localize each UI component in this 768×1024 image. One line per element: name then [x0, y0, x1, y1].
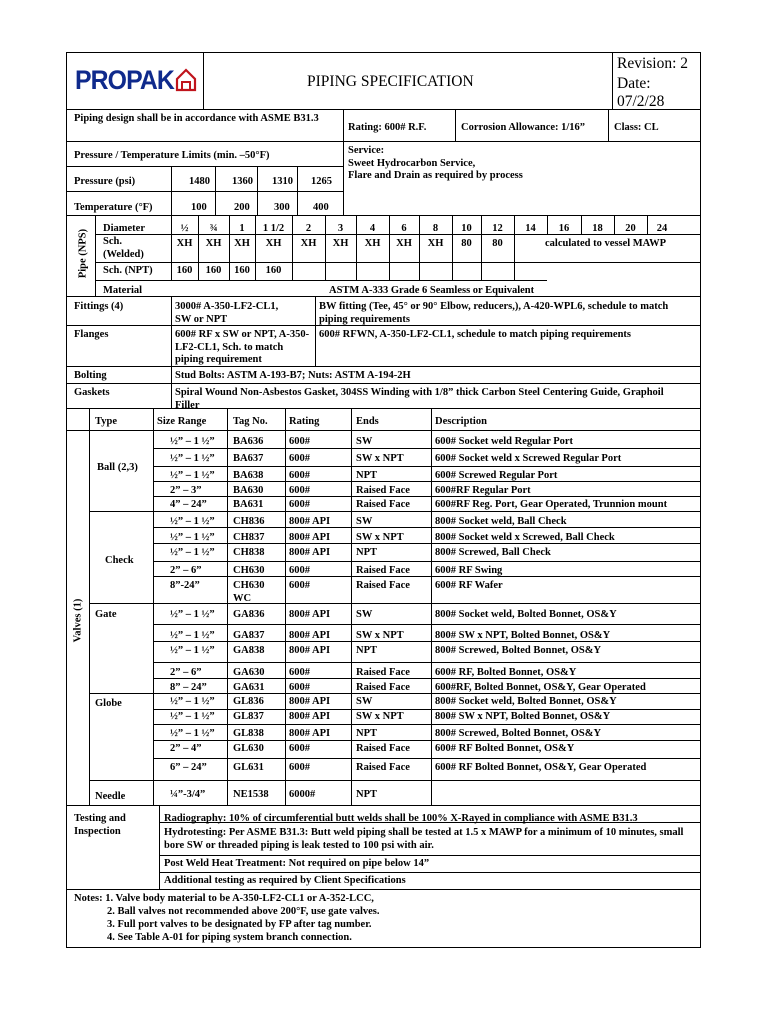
- bolting-label: Bolting: [74, 370, 107, 381]
- sch-npt-cell: 160: [205, 265, 222, 276]
- corrosion-allowance: Corrosion Allowance: 1/16”: [461, 122, 586, 133]
- valve-rating: 800# API: [289, 609, 331, 620]
- diameter-cell: 18: [592, 223, 603, 234]
- grid-line: [325, 215, 326, 280]
- sch-welded-cell: XH: [176, 238, 193, 249]
- valve-tag: BA638: [233, 470, 264, 481]
- valve-type-gate: Gate: [95, 609, 117, 620]
- diameter-cell: 10: [461, 223, 472, 234]
- valve-description: 600# RF Swing: [435, 565, 503, 576]
- grid-line: [89, 408, 90, 805]
- grid-line: [159, 822, 701, 823]
- valve-rating: 600#: [289, 580, 310, 591]
- grid-line: [67, 296, 701, 297]
- grid-line: [153, 693, 701, 694]
- valve-description: 600# RF Wafer: [435, 580, 503, 591]
- valve-size: 2” – 4”: [170, 743, 202, 754]
- valve-rating: 800# API: [289, 516, 331, 527]
- grid-line: [153, 758, 701, 759]
- piping-spec-sheet: [66, 52, 701, 948]
- grid-line: [67, 141, 701, 142]
- grid-line: [356, 215, 357, 280]
- valve-rating: 600#: [289, 667, 310, 678]
- gaskets-label: Gaskets: [74, 387, 110, 398]
- valve-rating: 600#: [289, 682, 310, 693]
- valve-tag: CH630 WC: [233, 580, 265, 604]
- valve-description: 800# Socket weld, Ball Check: [435, 516, 567, 527]
- grid-line: [67, 366, 701, 367]
- grid-line: [198, 215, 199, 280]
- valve-description: 800# SW x NPT, Bolted Bonnet, OS&Y: [435, 630, 611, 641]
- grid-line: [351, 408, 352, 805]
- valve-ends: Raised Face: [356, 580, 410, 591]
- valve-size: ½” – 1 ½”: [170, 630, 215, 641]
- grid-line: [455, 109, 456, 141]
- grid-line: [67, 166, 343, 167]
- sch-welded-cell: XH: [332, 238, 349, 249]
- valve-description: 800# Screwed, Ball Check: [435, 547, 551, 558]
- valve-tag: GL630: [233, 743, 264, 754]
- valve-ends: NPT: [356, 470, 377, 481]
- temperature-label: Temperature (°F): [74, 202, 153, 213]
- grid-line: [389, 215, 390, 280]
- valve-rating: 800# API: [289, 728, 331, 739]
- grid-line: [95, 215, 96, 296]
- valve-rating: 600#: [289, 470, 310, 481]
- testing-additional: Additional testing as required by Client Specifications: [164, 875, 406, 886]
- grid-line: [159, 805, 160, 889]
- temperature-cell: 100: [191, 202, 207, 213]
- grid-line: [229, 215, 230, 280]
- diameter-cell: 1: [239, 223, 245, 234]
- valve-ends: Raised Face: [356, 743, 410, 754]
- diameter-cell: 6: [401, 223, 407, 234]
- valve-rating: 600#: [289, 436, 310, 447]
- valve-type-ball: Ball (2,3): [97, 462, 138, 473]
- valve-ends: SW: [356, 436, 373, 447]
- fittings-bw: BW fitting (Tee, 45° or 90° Elbow, reducers,), A-420-WPL6, schedule to match piping requirements: [319, 301, 669, 325]
- valve-description: 800# Screwed, Bolted Bonnet, OS&Y: [435, 645, 602, 656]
- grid-line: [547, 215, 548, 234]
- valve-size: 2” – 6”: [170, 565, 202, 576]
- valve-type-check: Check: [105, 555, 134, 566]
- valve-description: 600# Screwed Regular Port: [435, 470, 558, 481]
- note-line: 3. Full port valves to be designated by FP after tag number.: [107, 919, 372, 930]
- valve-description: 600#RF Regular Port: [435, 485, 531, 496]
- valve-rating: 6000#: [289, 789, 316, 800]
- sch-npt-cell: 160: [265, 265, 282, 276]
- grid-line: [171, 215, 172, 280]
- diameter-cell: 24: [656, 223, 668, 234]
- sch-welded-cell: XH: [234, 238, 250, 249]
- valve-size: ½” – 1 ½”: [170, 547, 215, 558]
- grid-line: [343, 109, 344, 215]
- grid-line: [581, 215, 582, 234]
- diameter-cell: 3: [337, 223, 344, 234]
- valve-tag: CH837: [233, 532, 265, 543]
- valves-header-size: Size Range: [157, 416, 207, 427]
- valve-tag: GA838: [233, 645, 265, 656]
- valve-tag: GL836: [233, 696, 264, 707]
- valve-rating: 600#: [289, 743, 310, 754]
- grid-line: [614, 215, 615, 234]
- valve-rating: 800# API: [289, 547, 331, 558]
- grid-line: [431, 408, 432, 805]
- revision: Revision: 2: [617, 55, 689, 72]
- valve-tag: BA630: [233, 485, 264, 496]
- diameter-cell: 1 1/2: [262, 223, 285, 234]
- grid-line: [514, 215, 515, 280]
- sch-welded-cell: XH: [427, 238, 444, 249]
- valve-description: 600# Socket weld x Screwed Regular Port: [435, 453, 622, 464]
- valves-header-type: Type: [95, 416, 117, 427]
- grid-line: [153, 408, 154, 805]
- valve-ends: NPT: [356, 728, 377, 739]
- valve-size: ½” – 1 ½”: [170, 436, 215, 447]
- fittings-sw: 3000# A-350-LF2-CL1, SW or NPT: [175, 301, 279, 325]
- valve-ends: Raised Face: [356, 499, 410, 510]
- grid-line: [171, 166, 172, 215]
- valve-rating: 600#: [289, 762, 310, 773]
- sch-welded-note: calculated to vessel MAWP: [545, 238, 667, 249]
- valve-ends: Raised Face: [356, 667, 410, 678]
- sch-npt-cell: 160: [176, 265, 193, 276]
- valve-size: ½” – 1 ½”: [170, 453, 215, 464]
- grid-line: [608, 109, 609, 141]
- valve-description: 600# RF Bolted Bonnet, OS&Y: [435, 743, 575, 754]
- grid-line: [215, 166, 216, 215]
- valve-tag: GA837: [233, 630, 265, 641]
- valve-size: ½” – 1 ½”: [170, 696, 215, 707]
- grid-line: [647, 215, 648, 234]
- grid-line: [153, 511, 701, 512]
- grid-line: [203, 53, 204, 109]
- grid-line: [67, 215, 701, 216]
- temperature-cell: 300: [274, 202, 290, 213]
- grid-line: [67, 383, 701, 384]
- grid-line: [159, 872, 701, 873]
- valves-header-tag: Tag No.: [233, 416, 268, 427]
- grid-line: [255, 215, 256, 280]
- valve-ends: Raised Face: [356, 565, 410, 576]
- grid-line: [171, 296, 172, 408]
- grid-line: [67, 889, 701, 890]
- testing-pwht: Post Weld Heat Treatment: Not required on pipe below 14”: [164, 858, 430, 869]
- valves-header-ends: Ends: [356, 416, 379, 427]
- flanges-label: Flanges: [74, 329, 109, 340]
- valve-rating: 600#: [289, 485, 310, 496]
- grid-line: [153, 641, 701, 642]
- pressure-cell: 1480: [189, 176, 210, 187]
- diameter-cell: 12: [492, 223, 503, 234]
- valve-size: ½” – 1 ½”: [170, 609, 215, 620]
- valve-size: ½” – 1 ½”: [170, 711, 215, 722]
- grid-line: [315, 296, 316, 366]
- grid-line: [153, 543, 701, 544]
- diameter-cell: ¾: [209, 223, 218, 234]
- material-value: ASTM A-333 Grade 6 Seamless or Equivalent: [329, 285, 535, 296]
- company-logo: [67, 53, 203, 109]
- valve-ends: SW x NPT: [356, 711, 404, 722]
- grid-line: [153, 481, 701, 482]
- valve-rating: 800# API: [289, 711, 331, 722]
- valve-tag: BA636: [233, 436, 264, 447]
- pressure-cell: 1360: [232, 176, 253, 187]
- design-code: Piping design shall be in accordance with ASME B31.3: [74, 113, 319, 124]
- valve-description: 600#RF Reg. Port, Gear Operated, Trunnion mount: [435, 499, 668, 510]
- bolting-value: Stud Bolts: ASTM A-193-B7; Nuts: ASTM A-194-2H: [175, 370, 411, 381]
- valve-size: ½” – 1 ½”: [170, 470, 215, 481]
- pt-limits: Pressure / Temperature Limits (min. –50°F): [74, 150, 270, 161]
- valve-rating: 800# API: [289, 645, 331, 656]
- diameter-cell: 8: [432, 223, 439, 234]
- testing-label: Testing and Inspection: [74, 813, 126, 837]
- date-label: Date:: [617, 75, 651, 92]
- sch-welded-cell: 80: [461, 238, 472, 249]
- valve-size: ¼”-3/4”: [170, 789, 206, 800]
- diameter-cell: ½: [180, 223, 189, 234]
- valve-ends: Raised Face: [356, 485, 410, 496]
- valve-tag: CH630: [233, 565, 265, 576]
- valve-tag: GL837: [233, 711, 264, 722]
- valve-description: 600#RF, Bolted Bonnet, OS&Y, Gear Operated: [435, 682, 646, 693]
- valve-tag: CH836: [233, 516, 265, 527]
- valve-rating: 600#: [289, 499, 310, 510]
- valve-tag: CH838: [233, 547, 265, 558]
- diameter-cell: 2: [305, 223, 312, 234]
- grid-line: [153, 662, 701, 663]
- grid-line: [153, 603, 701, 604]
- valve-description: 800# Socket weld, Bolted Bonnet, OS&Y: [435, 696, 617, 707]
- valve-ends: SW x NPT: [356, 453, 404, 464]
- valve-ends: Raised Face: [356, 682, 410, 693]
- valve-tag: GA836: [233, 609, 265, 620]
- sch-npt-label: Sch. (NPT): [103, 265, 153, 276]
- pipe-class: Class: CL: [614, 122, 659, 133]
- valve-description: 600# Socket weld Regular Port: [435, 436, 574, 447]
- grid-line: [292, 215, 293, 280]
- valve-type-needle: Needle: [95, 791, 126, 802]
- flanges-bw: 600# RFWN, A-350-LF2-CL1, schedule to match piping requirements: [319, 329, 631, 340]
- valve-tag: BA631: [233, 499, 264, 510]
- valve-tag: BA637: [233, 453, 264, 464]
- valve-ends: SW x NPT: [356, 630, 404, 641]
- sch-welded-cell: XH: [364, 238, 381, 249]
- material-label: Material: [103, 285, 143, 296]
- grid-line: [95, 234, 701, 235]
- grid-line: [95, 262, 701, 263]
- grid-line: [612, 53, 613, 109]
- sch-welded-cell: XH: [265, 238, 282, 249]
- valve-size: ½” – 1 ½”: [170, 645, 215, 656]
- grid-line: [285, 408, 286, 805]
- valve-ends: NPT: [356, 789, 377, 800]
- valve-size: 8”-24”: [170, 580, 200, 591]
- valve-tag: GA631: [233, 682, 265, 693]
- valve-size: ½” – 1 ½”: [170, 516, 215, 527]
- grid-line: [67, 408, 701, 409]
- diameter-cell: 16: [558, 223, 570, 234]
- valve-rating: 800# API: [289, 630, 331, 641]
- valve-tag: NE1538: [233, 789, 269, 800]
- sch-welded-cell: 80: [492, 238, 503, 249]
- valve-description: 600# RF, Bolted Bonnet, OS&Y: [435, 667, 577, 678]
- valve-ends: Raised Face: [356, 762, 410, 773]
- temperature-cell: 200: [234, 202, 250, 213]
- grid-line: [419, 215, 420, 280]
- grid-line: [89, 603, 153, 604]
- sch-welded-cell: XH: [300, 238, 317, 249]
- valve-ends: SW: [356, 696, 373, 707]
- valve-ends: NPT: [356, 547, 377, 558]
- rating: Rating: 600# R.F.: [348, 122, 427, 133]
- grid-line: [95, 280, 547, 281]
- grid-line: [153, 678, 701, 679]
- note-line: 2. Ball valves not recommended above 200°F, use gate valves.: [107, 906, 380, 917]
- sch-welded-cell: XH: [396, 238, 412, 249]
- grid-line: [153, 448, 701, 449]
- valve-description: 600# RF Bolted Bonnet, OS&Y, Gear Operated: [435, 762, 647, 773]
- valve-description: 800# Screwed, Bolted Bonnet, OS&Y: [435, 728, 602, 739]
- valve-size: 6” – 24”: [170, 762, 207, 773]
- grid-line: [257, 166, 258, 215]
- grid-line: [481, 215, 482, 280]
- grid-line: [67, 191, 343, 192]
- grid-line: [153, 709, 701, 710]
- valve-size: ½” – 1 ½”: [170, 728, 215, 739]
- date-value: 07/2/28: [617, 93, 665, 110]
- pipe-group-label: Pipe (NPS): [77, 228, 89, 279]
- diameter-label: Diameter: [103, 223, 145, 234]
- sch-welded-label: Sch. (Welded): [103, 236, 144, 260]
- pressure-cell: 1265: [311, 176, 332, 187]
- fittings-label: Fittings (4): [74, 301, 124, 312]
- grid-line: [153, 576, 701, 577]
- grid-line: [153, 780, 701, 781]
- diameter-cell: 20: [625, 223, 636, 234]
- sch-welded-cell: XH: [205, 238, 222, 249]
- valve-tag: GL838: [233, 728, 264, 739]
- grid-line: [67, 805, 701, 806]
- valve-size: 2” – 3”: [170, 485, 202, 496]
- valve-rating: 600#: [289, 453, 310, 464]
- grid-line: [67, 109, 701, 110]
- grid-line: [67, 430, 701, 431]
- grid-line: [153, 624, 701, 625]
- gaskets-value: Spiral Wound Non-Asbestos Gasket, 304SS Winding with 1/8” thick Carbon Steel Centering Guide, Graphoil Filler: [175, 387, 664, 411]
- valves-header-rating: Rating: [289, 416, 320, 427]
- grid-line: [67, 325, 701, 326]
- valve-rating: 800# API: [289, 532, 331, 543]
- grid-line: [89, 511, 153, 512]
- valve-tag: GA630: [233, 667, 265, 678]
- valve-size: ½” – 1 ½”: [170, 532, 215, 543]
- grid-line: [159, 855, 701, 856]
- note-line: Notes: 1. Valve body material to be A-350-LF2-CL1 or A-352-LCC,: [74, 893, 374, 904]
- valve-size: 2” – 6”: [170, 667, 202, 678]
- grid-line: [153, 740, 701, 741]
- pressure-cell: 1310: [272, 176, 293, 187]
- grid-line: [153, 466, 701, 467]
- grid-line: [89, 780, 153, 781]
- flanges-sw: 600# RF x SW or NPT, A-350-LF2-CL1, Sch. to match piping requirement: [175, 329, 310, 365]
- grid-line: [153, 561, 701, 562]
- logo-icon: [173, 67, 199, 93]
- grid-line: [452, 215, 453, 280]
- valve-rating: 600#: [289, 565, 310, 576]
- note-line: 4. See Table A-01 for piping system branch connection.: [107, 932, 352, 943]
- valve-tag: GL631: [233, 762, 264, 773]
- logo-text: PROPAK: [75, 65, 174, 95]
- diameter-cell: 4: [369, 223, 376, 234]
- testing-hydrotesting: Hydrotesting: Per ASME B31.3: Butt weld piping shall be tested at 1.5 x MAWP for a minimum of 10 minutes, small bore SW or threaded piping is leak tested to 100 psi with air.: [164, 827, 684, 851]
- valves-group-label: Valves (1): [72, 598, 84, 643]
- valve-rating: 800# API: [289, 696, 331, 707]
- grid-line: [153, 724, 701, 725]
- grid-line: [227, 408, 228, 805]
- grid-line: [153, 496, 701, 497]
- grid-line: [297, 166, 298, 215]
- valve-size: 8” – 24”: [170, 682, 207, 693]
- diameter-cell: 14: [525, 223, 536, 234]
- sch-npt-cell: 160: [234, 265, 250, 276]
- valve-ends: SW x NPT: [356, 532, 404, 543]
- valves-header-description: Description: [435, 416, 487, 427]
- page-title: PIPING SPECIFICATION: [307, 73, 474, 90]
- grid-line: [89, 693, 153, 694]
- pressure-label: Pressure (psi): [74, 176, 136, 187]
- valve-size: 4” – 24”: [170, 499, 207, 510]
- valve-ends: NPT: [356, 645, 377, 656]
- service: Service: Sweet Hydrocarbon Service, Flare and Drain as required by process: [348, 145, 523, 181]
- valve-description: 800# SW x NPT, Bolted Bonnet, OS&Y: [435, 711, 611, 722]
- valve-description: 800# Socket weld, Bolted Bonnet, OS&Y: [435, 609, 617, 620]
- valve-ends: SW: [356, 609, 373, 620]
- temperature-cell: 400: [313, 202, 329, 213]
- testing-radiography: Radiography: 10% of circumferential butt welds shall be 100% X-Rayed in compliance with ASME B31.3: [164, 813, 638, 824]
- valve-description: 800# Socket weld x Screwed, Ball Check: [435, 532, 615, 543]
- valve-ends: SW: [356, 516, 373, 527]
- valve-type-globe: Globe: [95, 698, 122, 709]
- grid-line: [153, 527, 701, 528]
